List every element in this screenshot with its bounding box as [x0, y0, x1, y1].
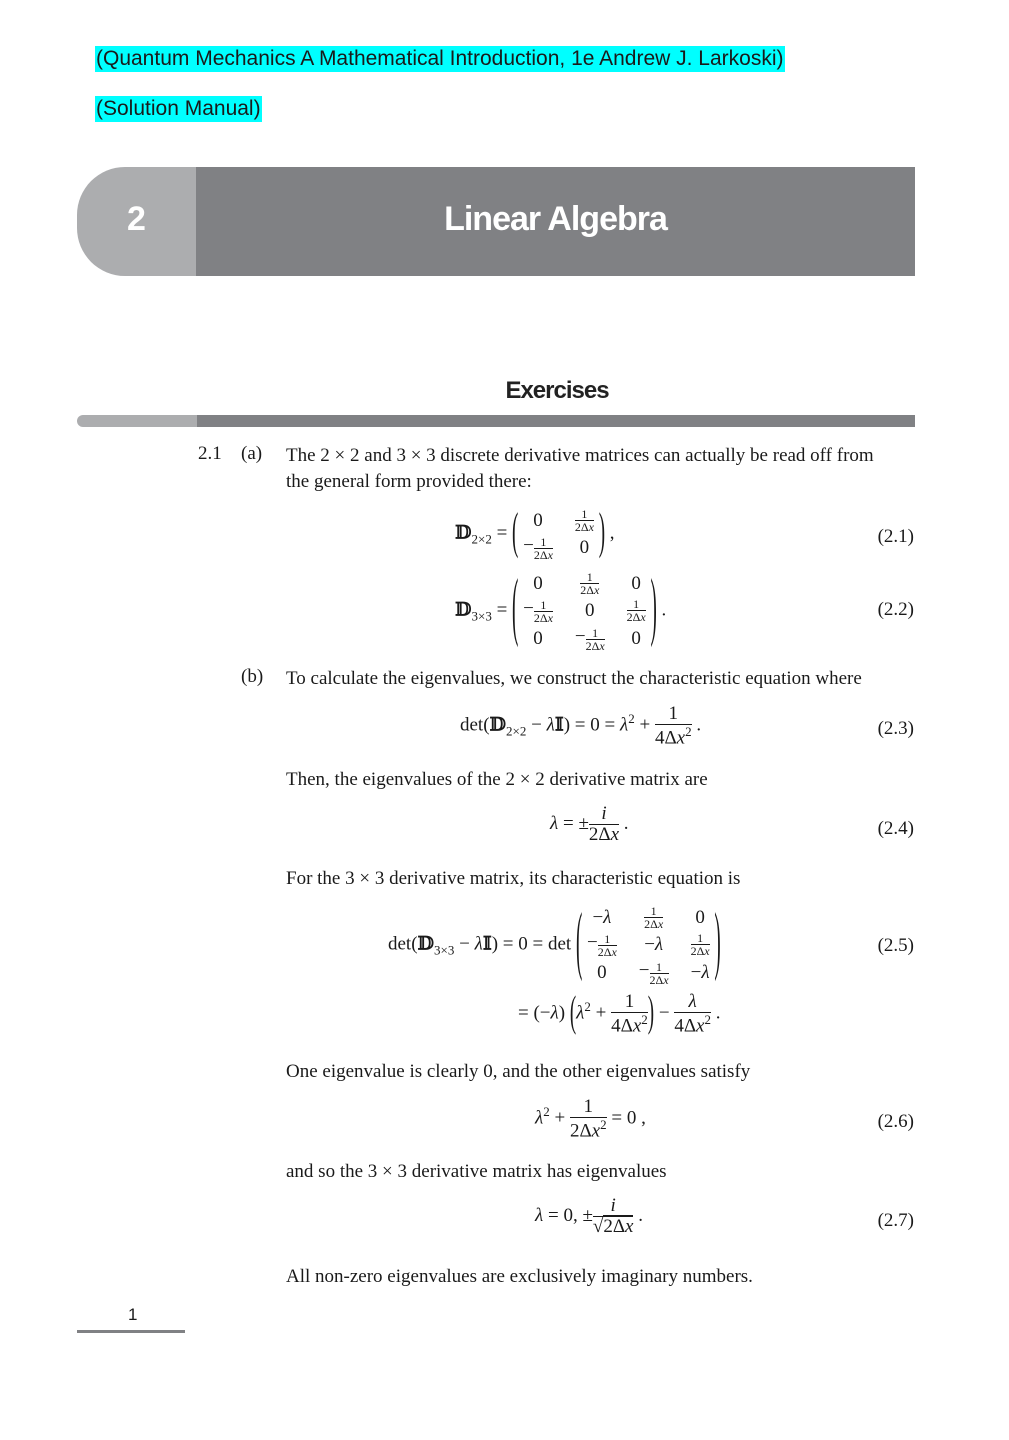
equation-number-2-7: (2.7) [877, 1210, 914, 1231]
for-text: For the 3 × 3 derivative matrix, its characteristic equation is [286, 868, 741, 889]
part-a-text-line-1: The 2 × 2 and 3 × 3 discrete derivative matrices can actually be read off from [286, 445, 874, 466]
footer-rule [77, 1330, 185, 1333]
section-title: Exercises [505, 377, 609, 404]
imaginary-text: All non-zero eigenvalues are exclusively imaginary numbers. [286, 1266, 753, 1287]
equation-2-1: 𝔻$_{2\times 2}$ = ( 0 $\frac{1}{2\Delta x}$ − $\frac{1}{2\Delta x}$ 0 ) , [455, 504, 615, 562]
equation-number-2-2: (2.2) [877, 599, 914, 620]
equation-2-4: λ = ± $\frac{i}{2\Delta x}$ . [550, 803, 629, 845]
equation-number-2-4: (2.4) [877, 818, 914, 839]
chapter-number: 2 [127, 200, 146, 238]
equation-2-5: det(𝔻$_{3\times 3}$ − λ𝕀) = 0 = det ( −λ $\frac{1}{2\Delta x}$ 0 − $\frac{1}{2\Delta x}$ −λ $\frac{1}{2\Delta x}$ 0 − $\frac{1}{2\Delta x}$ −λ ) [388, 901, 721, 987]
equation-number-2-5: (2.5) [877, 935, 914, 956]
equation-2-6: $\lambda^2$ + $\frac{1}{2\Delta x^2}$ = 0 , [535, 1096, 646, 1142]
equation-2-5-continued: = (−λ) ($\lambda^2$ + $\frac{1}{4\Delta x^2}$ ) − $\frac{\lambda}{4\Delta x^2}$ . [518, 988, 721, 1038]
book-title-highlight: (Quantum Mechanics A Mathematical Introduction, 1e Andrew J. Larkoski) [96, 47, 784, 70]
section-rule-dark [197, 415, 915, 427]
equation-2-7: λ = 0, ± $\frac{i}{√2\Delta x}$ . [535, 1195, 643, 1237]
part-b-text: To calculate the eigenvalues, we construct the characteristic equation where [286, 668, 862, 689]
and-so-text: and so the 3 × 3 derivative matrix has eigenvalues [286, 1161, 667, 1182]
page-number: 1 [128, 1305, 138, 1324]
section-rule-light [77, 415, 197, 427]
part-a-label: (a) [241, 443, 263, 464]
chapter-header [77, 167, 915, 276]
equation-number-2-6: (2.6) [877, 1111, 914, 1132]
solution-manual-highlight: (Solution Manual) [96, 97, 261, 120]
one-eigenvalue-text: One eigenvalue is clearly 0, and the other eigenvalues satisfy [286, 1061, 751, 1082]
equation-2-3: det(𝔻$_{2\times 2}$ − λ𝕀) = $0 = \lambda^2$ + $\frac{1}{4\Delta x^2}$ . [460, 703, 702, 749]
chapter-title: Linear Algebra [444, 200, 667, 238]
equation-2-2: 𝔻$_{3\times 3}$ = ( 0 $\frac{1}{2\Delta x}$ 0 − $\frac{1}{2\Delta x}$ 0 $\frac{1}{2\Delta x}$ 0 − $\frac{1}{2\Delta x}$ 0 ) . [455, 567, 667, 653]
chapter-title-box [196, 167, 915, 276]
equation-number-2-1: (2.1) [877, 526, 914, 547]
part-a-text-line-2: the general form provided there: [286, 471, 532, 492]
chapter-number-box [77, 167, 196, 276]
part-b-label: (b) [241, 666, 264, 687]
equation-number-2-3: (2.3) [877, 718, 914, 739]
then-text: Then, the eigenvalues of the 2 × 2 derivative matrix are [286, 769, 708, 790]
exercise-number: 2.1 [198, 443, 222, 464]
